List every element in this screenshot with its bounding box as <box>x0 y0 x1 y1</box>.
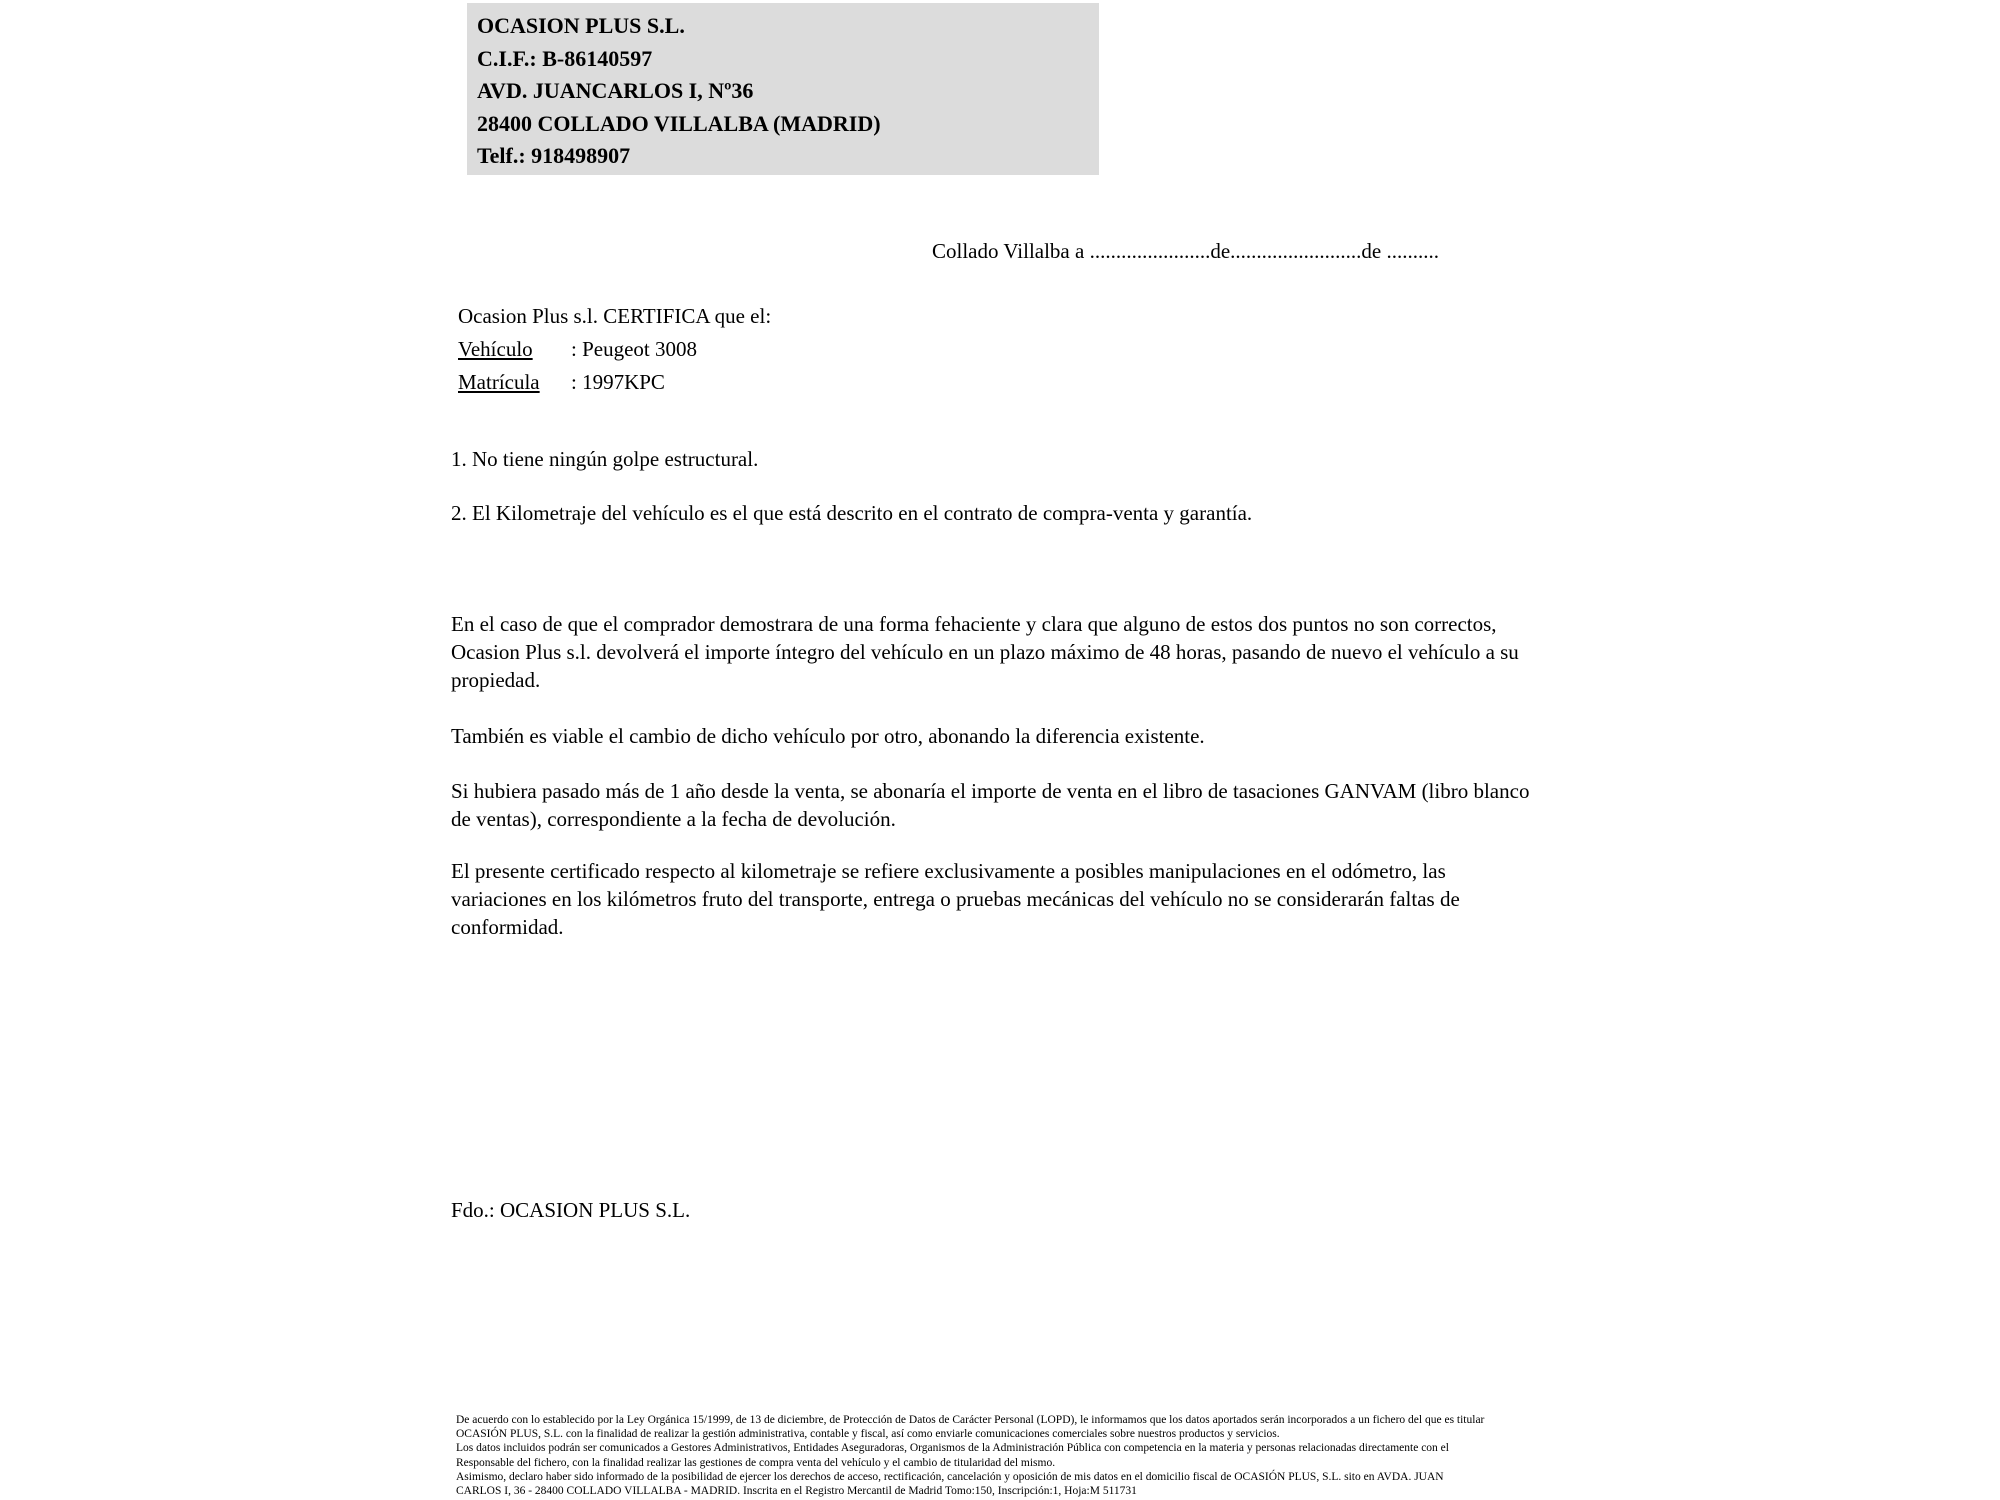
vehicle-field-value: : Peugeot 3008 <box>571 337 697 361</box>
company-city: 28400 COLLADO VILLALBA (MADRID) <box>477 110 881 136</box>
paragraph-vehicle-exchange: También es viable el cambio de dicho vehículo por otro, abonando la diferencia existente. <box>451 724 1205 748</box>
paragraph-odometer-disclaimer: El presente certificado respecto al kilometraje se refiere exclusivamente a posibles manipulaciones en el odómetro, las variaciones en los kilómetros fruto del transporte, entrega o pruebas mecánicas del vehículo no se considerarán faltas de conformidad. <box>451 859 1460 939</box>
footer-line-lopd-2: OCASIÓN PLUS, S.L. con la finalidad de realizar la gestión administrativa, contable y fiscal, así como enviarle comunicaciones comerciales sobre nuestros productos y servicios. <box>456 1428 1280 1441</box>
footer-line-data-sharing-2: Responsable del fichero, con la finalidad realizar las gestiones de compra venta del vehículo y el cambio de titularidad del mismo. <box>456 1456 1056 1469</box>
date-line: Collado Villalba a .......................de.........................de .......... <box>932 239 1439 263</box>
company-header-box <box>467 3 1099 175</box>
clause-structural-damage: 1. No tiene ningún golpe estructural. <box>451 447 759 471</box>
certification-block <box>458 300 771 399</box>
footer-line-rights-1: Asimismo, declaro haber sido informado de la posibilidad de ejercer los derechos de acceso, rectificación, cancelación y oposición de mis datos en el domicilio fiscal de OCASIÓN PLUS, S.L. sito en AVDA. JUAN <box>456 1470 1444 1483</box>
footer-line-data-sharing-1: Los datos incluidos podrán ser comunicados a Gestores Administrativos, Entidades Aseguradoras, Organismos de la Administración Pública con competencia en la materia y personas relacionadas directamente con el <box>456 1442 1449 1455</box>
plate-field-row <box>458 366 771 399</box>
plate-field-value: : 1997KPC <box>571 370 665 394</box>
vehicle-field-label: Vehículo <box>458 337 533 361</box>
footer-line-rights-2: CARLOS I, 36 - 28400 COLLADO VILLALBA - MADRID. Inscrita en el Registro Mercantil de Madrid Tomo:150, Inscripción:1, Hoja:M 511731 <box>456 1485 1137 1498</box>
paragraph-ganvam-valuation: Si hubiera pasado más de 1 año desde la venta, se abonaría el importe de venta en el libro de tasaciones GANVAM (libro blanco de ventas), correspondiente a la fecha de devolución. <box>451 779 1530 831</box>
company-address: AVD. JUANCARLOS I, Nº36 <box>477 78 754 103</box>
plate-field-label: Matrícula <box>458 370 540 394</box>
legal-footer <box>456 1413 1556 1498</box>
signature-line: Fdo.: OCASION PLUS S.L. <box>451 1198 691 1222</box>
company-cif: C.I.F.: B-86140597 <box>477 45 653 71</box>
certification-intro: Ocasion Plus s.l. CERTIFICA que el: <box>458 304 772 328</box>
vehicle-field-row <box>458 333 771 366</box>
footer-line-lopd-1: De acuerdo con lo establecido por la Ley Orgánica 15/1999, de 13 de diciembre, de Protección de Datos de Carácter Personal (LOPD), le informamos que los datos aportados serán incorporados a un fichero del que es titular <box>456 1414 1485 1426</box>
company-name: OCASION PLUS S.L. <box>477 13 685 38</box>
clause-mileage: 2. El Kilometraje del vehículo es el que está descrito en el contrato de compra-venta y garantía. <box>451 501 1253 525</box>
company-phone: Telf.: 918498907 <box>477 143 631 168</box>
paragraph-refund-terms: En el caso de que el comprador demostrara de una forma fehaciente y clara que alguno de estos dos puntos no son correctos, Ocasion Plus s.l. devolverá el importe íntegro del vehículo en un plazo máximo de 48 horas, pasando de nuevo el vehículo a su propiedad. <box>451 612 1519 692</box>
